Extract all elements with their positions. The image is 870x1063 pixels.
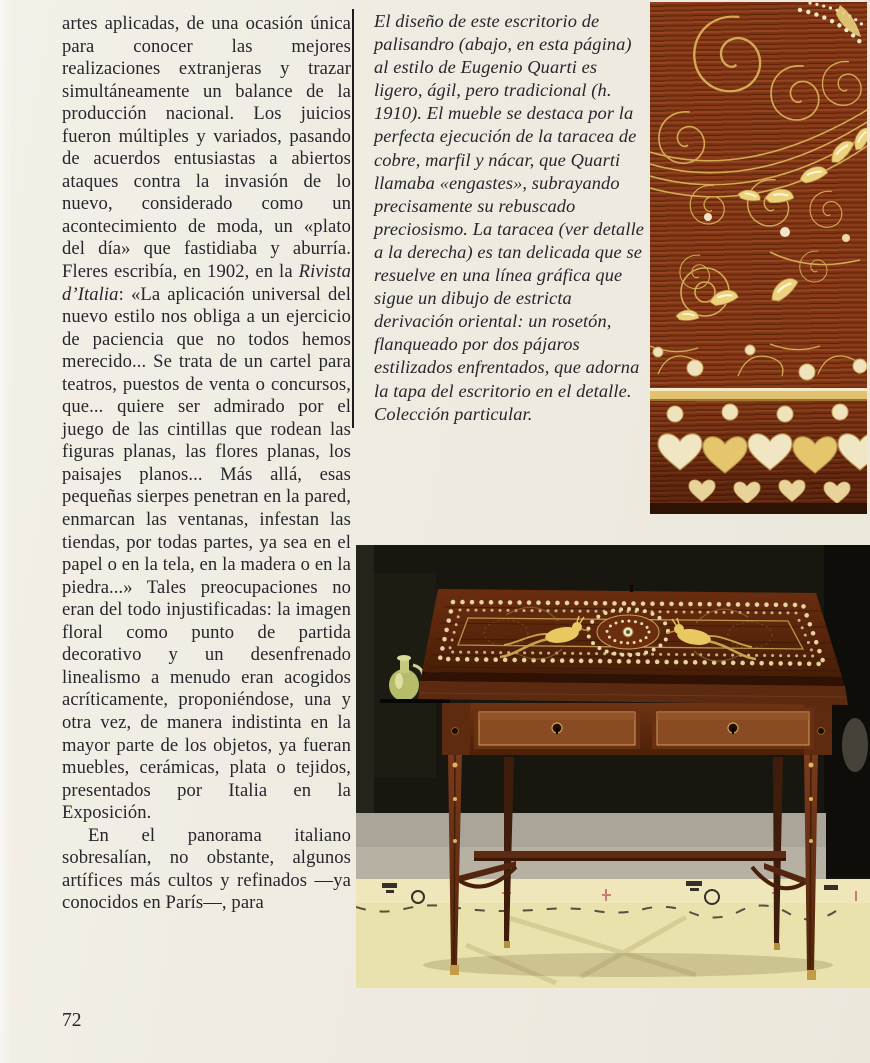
body-text: : «La aplicación universal del nuevo estilo nos obliga a un ejercicio de paciencia que no todos hemos merecido... Se trata de un cartel para teatros, puestos de venta o concursos, que... quiere ser admirado por el juego de las cintillas que rodean las figuras planas, las flores planas, los paisajes planos... Más allá, esas pequeñas sierpes penetran en la pared, enmarcan las ventanas, infestan las tiendas, por todas partes, ya sea en el papel o en la tela, en la madera o en la piedra...» Tales preocupaciones no eran del todo injustificadas: la imagen floral como punto de partida decorativo y un desenfrenado linealismo a menudo eran acogidos acríticamente, proponiéndose, una y otra vez, de manera indistinta en la mayor parte de los objetos, ya fueran muebles, cerámicas, plata o tejidos, presentados por Italia en la Exposición. (62, 283, 351, 824)
marquetry-inlay-illustration (650, 2, 867, 514)
drawer-right (652, 708, 814, 749)
figure-caption (352, 9, 650, 428)
marquetry-detail-photo (650, 2, 867, 514)
journal-title-italic: Rivista d’Italia (62, 261, 351, 305)
desk-lid (422, 581, 842, 677)
body-text-column (62, 13, 351, 915)
paragraph (62, 13, 351, 825)
body-text: artes aplicadas, de una ocasión única para conocer las mejores realizaciones extranjeras y trazar simultáneamente un balance de la producción nacional. Los juicios fueron múltiples y variados, pasando de acuerdos entusiastas a abiertos ataques contra la invasión de lo nuevo, considerado como un acontecimiento de moda, un «plato del día» que fastidiaba y aburría. Fleres escribía, en 1902, en la (62, 13, 351, 283)
page-number: 72 (62, 1010, 82, 1031)
desk-photo (356, 545, 870, 988)
desk-illustration (356, 545, 870, 988)
caption-text: El diseño de este escritorio de palisandro (abajo, en esta página) al estilo de Eugenio Quarti es ligero, ágil, pero tradicional (h. 1910). El mueble se destaca por la perfecta ejecución de la taracea de cobre, marfil y nácar, que Quarti llamaba «engastes», subrayando precisamente su rebuscado preciosismo. La taracea (ver detalle a la derecha) es tan delicada que se resuelve en una línea gráfica que sigue un dibujo de estricta derivación oriental: un rosetón, flanqueado por dos pájaros estilizados enfrentados, que adorna la tapa del escritorio en el detalle. Colección particular. (374, 11, 645, 424)
drawer-left (474, 708, 640, 749)
paragraph (62, 825, 351, 915)
body-text: En el panorama italiano sobresalían, no obstante, algunos artífices más cultos y refinados —ya conocidos en París—, para (62, 824, 351, 914)
background-artwork (842, 718, 868, 772)
